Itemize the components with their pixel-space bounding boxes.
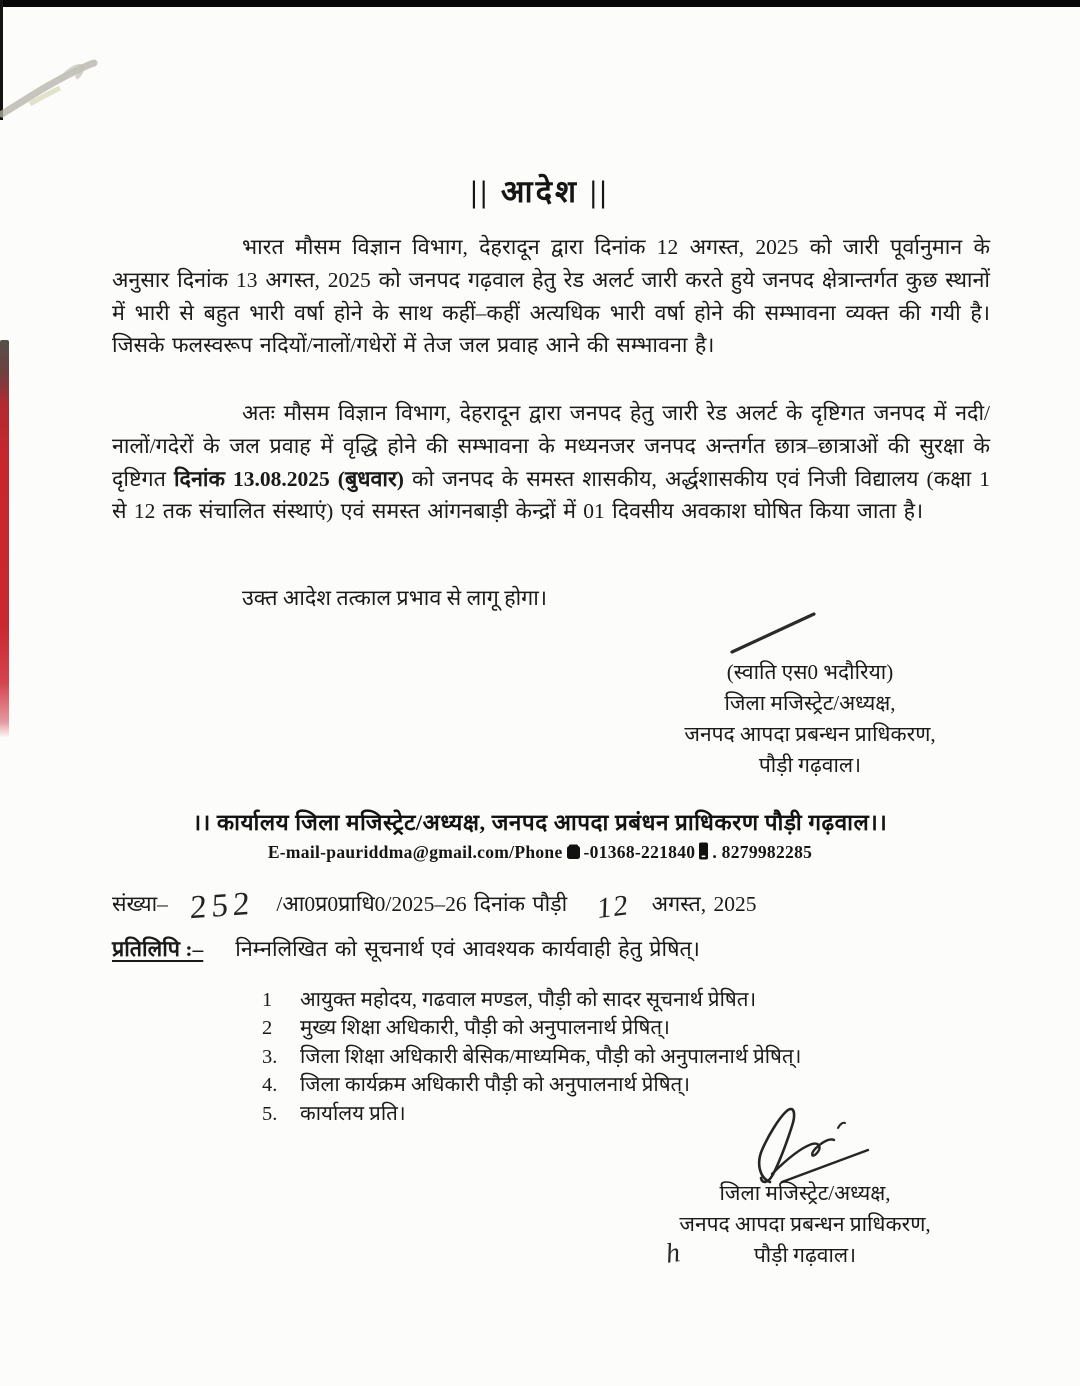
email-text: E-mail-pauriddma@gmail.com/Phone — [267, 842, 563, 862]
list-item-number: 3. — [262, 1045, 278, 1068]
handwritten-initial-mark: h — [663, 1237, 683, 1270]
list-item-number: 4. — [262, 1074, 278, 1097]
ref-middle: /आ0प्र0प्राधि0/2025–26 दिनांक पौड़ी — [276, 892, 568, 916]
holiday-date-bold: दिनांक 13.08.2025 (बुधवार) — [173, 466, 404, 491]
red-margin-stripe — [0, 340, 9, 738]
list-item-text: मुख्य शिक्षा अधिकारी, पौड़ी को अनुपालनार्थ प्रेषित्। — [300, 1017, 670, 1040]
list-item-number: 2 — [262, 1017, 273, 1040]
list-item — [262, 1071, 801, 1099]
list-item — [262, 1043, 801, 1071]
list-item — [262, 1100, 801, 1128]
signatory-place: पौड़ी गढ़वाल। — [753, 1243, 857, 1267]
office-heading: ।। कार्यालय जिला मजिस्ट्रेट/अध्यक्ष, जनपद आपदा प्रबंधन प्राधिकरण पौड़ी गढ़वाल।। — [192, 810, 888, 835]
signatory-name: (स्वाति एस0 भदौरिया) — [726, 660, 894, 684]
signatory-designation: जिला मजिस्ट्रेट/अध्यक्ष, — [719, 1181, 891, 1205]
list-item-number: 5. — [262, 1102, 278, 1125]
signatory-authority: जनपद आपदा प्रबन्धन प्राधिकरण, — [679, 1212, 931, 1236]
phone-number: -01368-221840 — [583, 842, 696, 862]
copy-to-label: प्रतिलिपि :– — [112, 937, 204, 961]
signature-slash-mark — [728, 606, 828, 658]
list-item — [262, 986, 801, 1014]
copy-to-line — [112, 934, 700, 963]
paragraph-effective-immediately: उक्त आदेश तत्काल प्रभाव से लागू होगा। — [242, 586, 548, 610]
list-item-text: कार्यालय प्रति। — [300, 1102, 406, 1125]
signatory-designation: जिला मजिस्ट्रेट/अध्यक्ष, — [724, 691, 896, 715]
phone-icon — [566, 844, 581, 865]
ref-label: संख्या– — [112, 892, 168, 916]
paragraph-holiday-order — [112, 397, 990, 528]
signatory-block-top — [645, 657, 975, 781]
signatory-authority: जनपद आपदा प्रबन्धन प्राधिकरण, — [684, 722, 936, 746]
handwritten-day: 12 — [596, 888, 631, 926]
list-item-text: जिला शिक्षा अधिकारी बेसिक/माध्यमिक, पौड़ी को अनुपालनार्थ प्रेषित्। — [300, 1045, 802, 1068]
scan-top-black-bar — [0, 0, 1080, 7]
pen-scratch-mark — [0, 48, 120, 138]
paragraph-forecast: भारत मौसम विज्ञान विभाग, देहरादून द्वारा दिनांक 12 अगस्त, 2025 को जारी पूर्वानुमान के अनुसार दिनांक 13 अगस्त, 2025 को जनपद गढ़वाल हेतु रेड अलर्ट जारी करते हुये जनपद क्षेत्रान्तर्गत कुछ स्थानों में भारी से बहुत भारी वर्षा होने के साथ कहीं–कहीं अत्यधिक भारी वर्षा होने की सम्भावना व्यक्त की गयी है। जिसके फलस्वरूप नदियों/नालों/गधेरों में तेज जल प्रवाह आने की सम्भावना है। — [112, 235, 990, 358]
ref-date: अगस्त, 2025 — [651, 892, 757, 916]
paragraph-holiday-order-lead: अतः मौसम विज्ञान विभाग, देहरादून द्वारा जनपद हेतु जारी रेड अलर्ट के दृष्टिगत जनपद में नदी/नालों/गदेरों के जल प्रवाह में वृद्धि होने की सम्भावना के मध्यनजर जनपद अन्तर्गत छात्र–छात्राओं की सुरक्षा के दृष्टिगत — [112, 401, 990, 491]
contact-line — [0, 842, 1080, 865]
reference-number-line — [112, 885, 757, 927]
handwritten-ref-number: 252 — [189, 885, 255, 927]
order-title: || आदेश || — [470, 174, 610, 209]
paragraph-holiday-order-tail: को जनपद के समस्त शासकीय, अर्द्धशासकीय एवं निजी विद्यालय (कक्षा 1 से 12 तक संचालित संस्थाएं) एवं समस्त आंगनबाड़ी केन्द्रों में 01 दिवसीय अवकाश घोषित किया जाता है। — [112, 466, 990, 524]
copy-to-intro: निम्नलिखित को सूचनार्थ एवं आवश्यक कार्यवाही हेतु प्रेषित्। — [235, 937, 700, 961]
signatory-place: पौड़ी गढ़वाल। — [758, 753, 862, 777]
mobile-number: . 8279982285 — [712, 842, 813, 862]
list-item — [262, 1014, 801, 1042]
list-item-number: 1 — [262, 989, 273, 1011]
copy-recipient-list — [262, 986, 801, 1128]
list-item-text: जिला कार्यक्रम अधिकारी पौड़ी को अनुपालनार्थ प्रेषित्। — [300, 1074, 690, 1097]
list-item-text: आयुक्त महोदय, गढवाल मण्डल, पौड़ी को सादर सूचनार्थ प्रेषित। — [300, 989, 757, 1011]
mobile-icon — [698, 842, 709, 865]
